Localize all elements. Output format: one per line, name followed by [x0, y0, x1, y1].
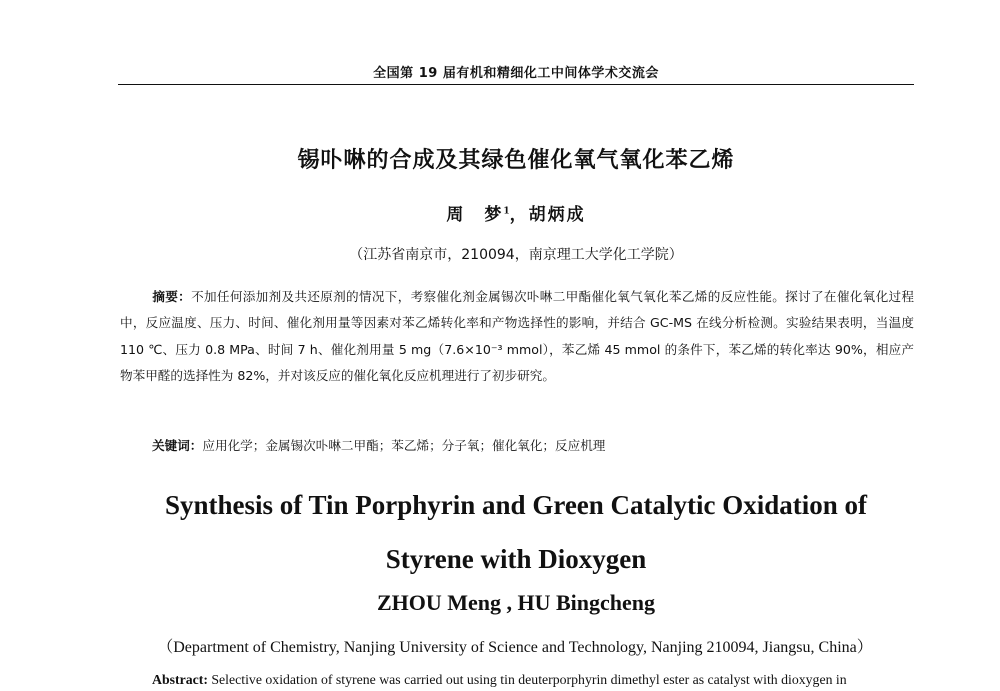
- chinese-abstract-text: 不加任何添加剂及共还原剂的情况下，考察催化剂金属锡次卟啉二甲酯催化氧气氧化苯乙烯的反应性能。探讨了在催化氧化过程中，反应温度、压力、时间、催化剂用量等因素对苯乙烯转化率和产物选择性的影响，并结合 GC-MS 在线分析检测。实验结果表明，当温度 110 ℃、压力 0.8 MPa、时间 7 h、催化剂用量 5 mg（7.6×10⁻³ mmol），苯乙烯 45 mmol 的条件下，苯乙烯的转化率达 90%，相应产物苯甲醛的选择性为 82%，并对该反应的催化氧化反应机理进行了初步研究。: [120, 289, 915, 383]
- chinese-affiliation: （江苏省南京市，210094，南京理工大学化工学院）: [349, 247, 683, 263]
- english-title-line1: Synthesis of Tin Porphyrin and Green Catalytic Oxidation of: [164, 490, 868, 520]
- chinese-abstract: [120, 284, 914, 389]
- author-affiliation-mark: 1: [503, 206, 510, 217]
- english-title-line2: Styrene with Dioxygen: [385, 544, 647, 574]
- chinese-title: 锡卟啉的合成及其绿色催化氧气氧化苯乙烯: [297, 148, 735, 173]
- running-header: 全国第 19 届有机和精细化工中间体学术交流会: [373, 66, 659, 81]
- english-abstract-text: Selective oxidation of styrene was carried out using tin deuterporphyrin dimethyl ester as catalyst with dioxygen in: [207, 672, 847, 687]
- chinese-keywords-text: 应用化学；金属锡次卟啉二甲酯；苯乙烯；分子氧；催化氧化；反应机理: [202, 438, 606, 453]
- english-abstract-label: Abstract:: [152, 672, 208, 687]
- chinese-abstract-label: 摘要：: [152, 289, 192, 304]
- english-title: [118, 478, 914, 586]
- header-rule: [118, 84, 914, 85]
- english-authors: ZHOU Meng , HU Bingcheng: [376, 590, 656, 615]
- english-abstract: [152, 672, 922, 688]
- chinese-keywords: [152, 435, 605, 454]
- chinese-authors: [118, 200, 914, 225]
- author-rest: ，胡炳成: [509, 205, 586, 225]
- author-first: 周 梦: [446, 205, 504, 225]
- english-affiliation: （Department of Chemistry, Nanjing University of Science and Technology, Nanjing 210094, Jiangsu, China）: [157, 639, 873, 656]
- chinese-keywords-label: 关键词：: [152, 438, 203, 453]
